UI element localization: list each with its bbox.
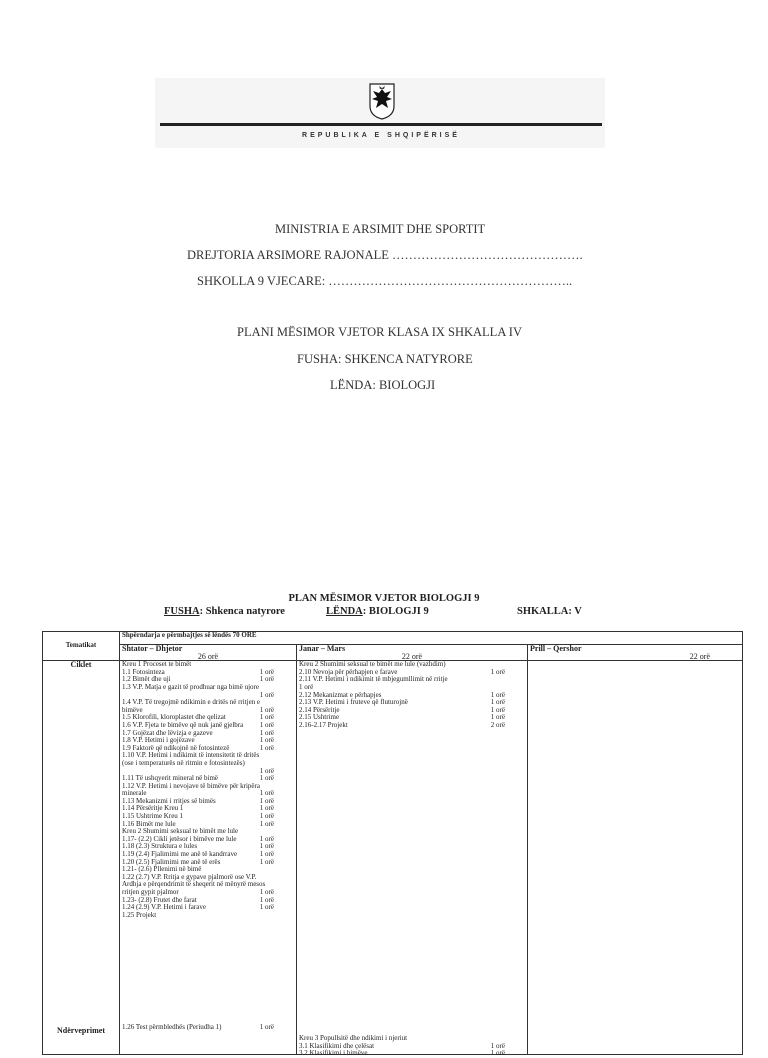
fusha-value: : Shkenca natyrore <box>199 606 285 617</box>
item-hours: 1 orë <box>259 705 274 714</box>
month-label: Janar – Mars <box>299 644 346 653</box>
item-title: 3.2 Klasifikimi i bimëve <box>299 1049 368 1058</box>
item-title: 1.11 Të ushqyerit mineral në bimë <box>122 774 219 783</box>
item-hours: 1 orë <box>490 667 505 676</box>
item-hours <box>274 874 294 882</box>
item-title: 1.21- (2.6) Pllenimi në bimë <box>122 865 202 874</box>
item-title: 2.13 V.P. Hetimi i fruteve që fluturojnë <box>299 698 408 707</box>
month-hours: 22 orë <box>689 651 711 661</box>
school-line: SHKOLLA 9 VJECARE: ………………………………………………….. <box>197 274 573 288</box>
item-hours: 1 orë <box>259 743 274 752</box>
term-3-cell <box>528 661 743 1055</box>
item-hours <box>274 881 294 889</box>
item-title: 1.18 (2.3) Struktura e lules <box>122 842 198 851</box>
item-title: 1.1 Fotosinteza <box>122 667 165 676</box>
col-header-tematikat: Tematikat <box>43 632 120 661</box>
item-hours: 1 orë <box>259 819 274 828</box>
side-labels-cell <box>43 661 120 1055</box>
item-hours: 1 orë <box>259 857 274 866</box>
item-title: 1.12 V.P. Hetimi i nevojave të bimëve për kripëra <box>122 781 260 790</box>
item-title: 1.2 Bimët dhe uji <box>122 675 171 684</box>
item-hours: 1 orë <box>490 1049 505 1058</box>
table-subject <box>326 606 429 617</box>
item-title: 2.16-2.17 Projekt <box>299 720 348 729</box>
term-2-bottom-list <box>299 1035 525 1058</box>
item-title: 1.19 (2.4) Fjalimimi me anë të kandrrave <box>122 850 238 859</box>
month-label: Prill – Qershor <box>530 644 582 653</box>
item-hours: 1 orë <box>259 667 274 676</box>
item-title: Kreu 2 Shumimi seksual te bimët me lule (vazhdim) <box>299 660 446 669</box>
item-hours: 1 orë <box>259 888 274 896</box>
item-hours <box>505 1035 525 1043</box>
albanian-eagle-emblem-icon <box>367 82 397 120</box>
list-item <box>122 912 294 920</box>
list-item <box>122 1024 294 1032</box>
item-hours: 1 orë <box>490 690 505 699</box>
month-header-3 <box>528 645 743 661</box>
plan-title: PLANI MËSIMOR VJETOR KLASA IX SHKALLA IV <box>237 325 522 339</box>
item-hours: 1 orë <box>259 903 274 912</box>
item-hours <box>274 684 294 692</box>
item-hours: 1 orë <box>259 713 274 722</box>
item-hours <box>505 676 525 684</box>
country-name: REPUBLIKA E SHQIPËRISË <box>302 132 460 139</box>
list-item <box>299 676 525 684</box>
item-title: 2.14 Përsëritje <box>299 705 340 714</box>
item-hours: 1 orë <box>259 842 274 851</box>
list-item <box>299 1050 525 1058</box>
plan-field: FUSHA: SHKENCA NATYRORE <box>297 352 473 366</box>
item-title: 1 orë <box>299 682 314 691</box>
item-hours: 2 orë <box>490 720 505 729</box>
item-title: 1.3 V.P. Matja e gazit të prodhuar nga bimë ujore <box>122 682 259 691</box>
item-hours: 1 orë <box>259 675 274 684</box>
item-hours: 1 orë <box>259 850 274 859</box>
item-hours <box>274 828 294 836</box>
item-title: 2.12 Mekanizmat e përhapjes <box>299 690 382 699</box>
item-hours <box>274 661 294 669</box>
item-hours <box>274 866 294 874</box>
item-hours: 1 orë <box>259 736 274 745</box>
item-title: 1.16 Bimët me lule <box>122 819 176 828</box>
item-hours: 1 orë <box>259 728 274 737</box>
item-title: 1.7 Gojëzat dhe lëvizja e gazeve <box>122 728 213 737</box>
list-item <box>299 1043 525 1051</box>
lenda-label: LËNDA <box>326 606 363 617</box>
item-hours: 1 orë <box>259 720 274 729</box>
item-title: 1.17- (2.2) Cikli jetësor i bimëve me lule <box>122 834 237 843</box>
item-hours: 1 orë <box>259 796 274 805</box>
item-hours: 1 orë <box>259 774 274 783</box>
item-title: bimëve <box>122 705 143 714</box>
item-title: 1.22 (2.7) V.P. Rritja e gypave pjalmorë ose V.P. <box>122 872 257 881</box>
item-title: 1.24 (2.9) V.P. Hetimi i farave <box>122 903 206 912</box>
item-hours <box>505 684 525 692</box>
plan-subject: LËNDA: BIOLOGJI <box>330 378 436 392</box>
item-hours: 1 orë <box>259 812 274 821</box>
item-title: 1.20 (2.5) Fjalimimi me anë të erës <box>122 857 221 866</box>
item-hours: 1 orë <box>259 804 274 813</box>
side-label-ciklet: Ciklet <box>70 660 92 670</box>
term-2-list <box>299 661 525 729</box>
item-title: Kreu 2 Shumimi seksual te bimët me lule <box>122 827 239 836</box>
header-rule <box>160 123 602 126</box>
item-hours: 1 orë <box>259 895 274 904</box>
item-title: 1.26 Test përmbledhës (Periudha 1) <box>122 1023 222 1032</box>
item-title: 2.10 Nevoja për përhapjen e farave <box>299 667 398 676</box>
item-title: 3.1 Klasifikimi dhe çelësat <box>299 1041 375 1050</box>
item-title: Kreu 3 Popullsitë dhe ndikimi i njeriut <box>299 1034 408 1043</box>
fusha-label: FUSHA <box>164 606 200 617</box>
item-title: 1.15 Ushtrime Kreu 1 <box>122 812 184 821</box>
item-title: 1.5 Klorofili, kloroplastet dhe qelizat <box>122 713 226 722</box>
table-title: PLAN MËSIMOR VJETOR BIOLOGJI 9 <box>288 593 480 604</box>
item-title: rritjen gypit pjalmor <box>122 888 179 896</box>
item-title: 1.8 V.P. Hetimi i gojëzave <box>122 736 195 745</box>
item-hours: 1 orë <box>490 698 505 707</box>
item-hours <box>274 783 294 791</box>
item-title: 1.10 V.P. Hetimi i ndikimit të intensitetit të dritës <box>122 751 260 760</box>
item-hours: 1 orë <box>259 834 274 843</box>
month-hours: 22 orë <box>401 651 423 661</box>
month-header-1 <box>120 645 297 661</box>
item-title: 1.6 V.P. Fjeta te bimëve që nuk janë gjelbra <box>122 720 244 729</box>
item-title: 1.14 Përsëritje Kreu 1 <box>122 804 184 813</box>
term-1-list <box>122 661 294 919</box>
month-label: Shtator – Dhjetor <box>122 644 183 653</box>
item-hours: 1 orë <box>259 1023 274 1032</box>
item-hours: 1 orë <box>490 713 505 722</box>
item-title: Kreu 1 Proceset te bimët <box>122 660 192 669</box>
item-title: 1.13 Mekanizmi i rritjes së bimës <box>122 796 216 805</box>
item-title: (ose i temperaturës në ritmin e fotosintezës) <box>122 758 245 767</box>
item-hours <box>274 752 294 760</box>
directorate-line: DREJTORIA ARSIMORE RAJONALE ………………………………………. <box>187 248 583 262</box>
month-hours: 26 orë <box>197 651 219 661</box>
side-label-nderveprimet: Ndërveprimet <box>57 1026 105 1036</box>
item-hours: 1 orë <box>490 705 505 714</box>
item-hours <box>274 699 294 707</box>
item-hours: 1 orë <box>259 766 274 775</box>
item-hours <box>505 661 525 669</box>
term-2-cell <box>297 660 528 1058</box>
table-field <box>164 606 285 617</box>
item-hours <box>274 912 294 920</box>
ministry-line: MINISTRIA E ARSIMIT DHE SPORTIT <box>275 222 486 236</box>
item-hours <box>274 760 294 768</box>
item-hours: 1 orë <box>490 1041 505 1050</box>
item-hours: 1 orë <box>259 690 274 699</box>
item-title: Ardhja e përqendrimit të sheqerit në mënyrë mesos <box>122 880 266 889</box>
list-item <box>299 722 525 730</box>
item-title: minerale <box>122 789 147 798</box>
item-title: 1.4 V.P. Të tregojmë ndikimin e dritës në rritjen e <box>122 698 261 707</box>
item-title: 1.23- (2.8) Frutet dhe farat <box>122 895 197 904</box>
lenda-value: : BIOLOGJI 9 <box>362 606 429 617</box>
table-scale: SHKALLA: V <box>517 606 582 617</box>
distribution-header: Shpërndarja e përmbajtjes së lëndës 70 ORE <box>120 632 743 645</box>
item-title: 2.11 V.P. Hetimi i ndikimit të mbjegumllimit në rritje <box>299 675 448 684</box>
plan-table <box>42 631 743 1058</box>
month-header-2 <box>297 645 528 661</box>
item-hours: 1 orë <box>259 789 274 798</box>
item-title: 1.9 Faktorë që ndikojnë në fotosintezë <box>122 743 230 752</box>
list-item <box>299 1035 525 1043</box>
item-title: 1.25 Projekt <box>122 910 157 919</box>
item-title: 2.15 Ushtrime <box>299 713 340 722</box>
term-1-cell <box>120 661 297 1055</box>
